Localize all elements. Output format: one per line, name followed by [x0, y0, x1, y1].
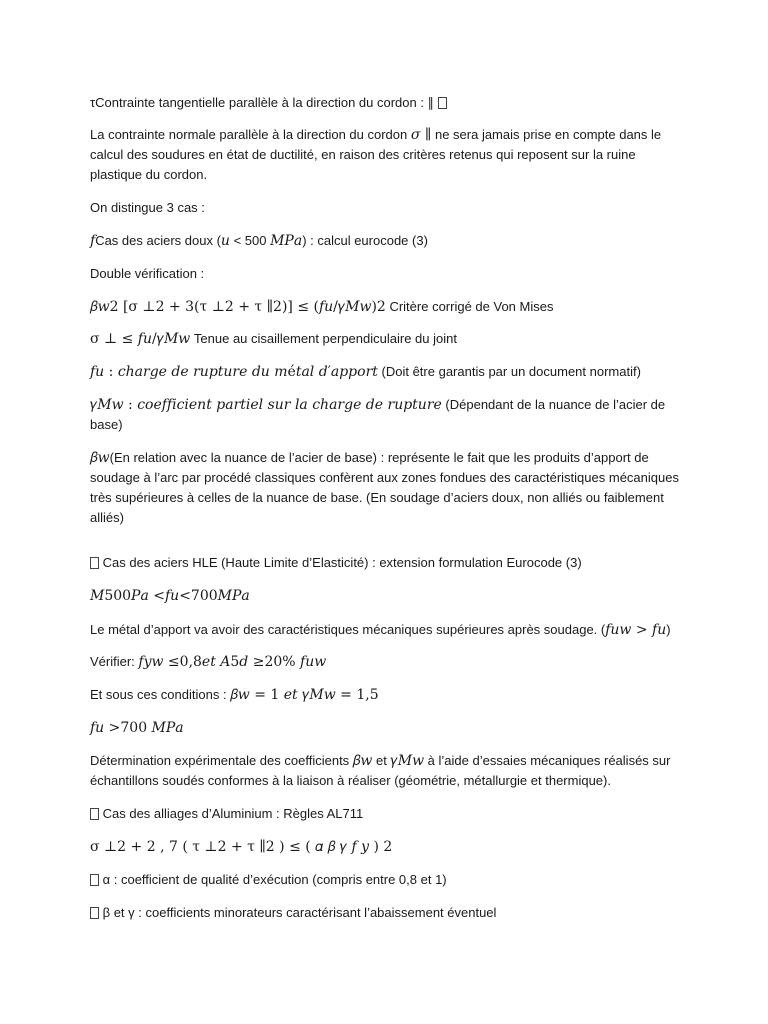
text: ne sera jamais prise en compte dans le calcul des soudures en état de ductilité, en raison des critères retenus qui reposent sur la ruine plastique du cordon. [90, 127, 662, 182]
missing-glyph-icon [90, 907, 99, 919]
text: Cas des alliages d’Aluminium : Règles AL711 [99, 806, 364, 821]
text: Cas des aciers HLE (Haute Limite d’Elasticité) : extension formulation Eurocode (3) [99, 555, 582, 570]
text: Contrainte tangentielle parallèle à la direction du cordon : ∥ [95, 95, 435, 110]
math-sigma-parallel: σ ∥ [410, 127, 432, 143]
missing-glyph-icon [90, 557, 99, 569]
definition-fu [90, 362, 690, 382]
formula-hle-range [90, 586, 690, 606]
text: (Doit être garantis par un document normatif) [377, 364, 641, 379]
math-shear: σ ⊥ ≤ 𝑓𝑢/𝛾𝑀𝑤 [90, 331, 191, 347]
text: On distingue 3 cas : [90, 200, 205, 215]
text: β et γ : coefficients minorateurs caractérisant l’abaissement éventuel [99, 905, 497, 920]
text: ) [666, 622, 671, 637]
paragraph-three-cases [90, 198, 690, 218]
tau-symbol: τ [90, 95, 96, 110]
bullet-alpha [90, 870, 690, 890]
bullet-beta-gamma [90, 903, 690, 923]
paragraph-filler-metal [90, 620, 690, 640]
case-mild-steel [90, 231, 690, 251]
text: à l’aide d’essaies mécaniques réalisés sur échantillons soudés conformes à la liaison à réaliser (géométrie, métallurgie et thermique). [90, 753, 671, 788]
math-fuw-gt-fu: 𝑓𝑢𝑤 > 𝑓𝑢 [605, 622, 667, 638]
text: et [372, 753, 391, 768]
paragraph-conditions [90, 685, 690, 705]
definition-gamma-mw [90, 395, 690, 435]
math-fu-definition: 𝑓𝑢 : 𝑐ℎ𝑎𝑟𝑔𝑒 𝑑𝑒 𝑟𝑢𝑝𝑡𝑢𝑟𝑒 𝑑𝑢 𝑚é𝑡𝑎𝑙 𝑑′𝑎𝑝𝑝𝑜𝑟𝑡 [90, 364, 378, 380]
text: α : coefficient de qualité d’exécution (compris entre 0,8 et 1) [99, 872, 447, 887]
definition-beta-w [90, 448, 690, 528]
math-von-mises: 𝛽𝑤2 [σ ⊥2 + 3(τ ⊥2 + τ ∥2)] ≤ (𝑓𝑢/𝛾𝑀𝑤)2 [90, 299, 386, 315]
text: Cas des aciers doux ( [95, 233, 221, 248]
formula-von-mises [90, 297, 690, 317]
math-fu-700: 𝑓𝑢 >700 𝑀𝑃𝑎 [90, 720, 184, 736]
text: La contrainte normale parallèle à la direction du cordon [90, 127, 411, 142]
missing-glyph-icon [90, 808, 99, 820]
text: Vérifier: [90, 654, 139, 669]
math-aluminium: σ ⊥2 + 2 , 7 ( τ ⊥2 + τ ∥2 ) ≤ ( 𝛼 𝛽 𝛾 𝑓 𝑦 ) 2 [90, 839, 393, 855]
text: ) : calcul eurocode (3) [302, 233, 428, 248]
math-f: f [90, 233, 96, 249]
missing-glyph-icon [90, 874, 99, 886]
paragraph-experimental [90, 751, 690, 791]
paragraph-double-check [90, 264, 690, 284]
math-verify: 𝑓𝑦𝑤 ≤0,8𝑒𝑡 𝐴5𝑑 ≥20% 𝑓𝑢𝑤 [138, 654, 327, 670]
text: Le métal d’apport va avoir des caractéristiques mécaniques supérieures après soudage. ( [90, 622, 606, 637]
missing-glyph-icon [438, 97, 447, 109]
text: Et sous ces conditions : [90, 687, 231, 702]
paragraph-normal-stress [90, 125, 690, 185]
text: Double vérification : [90, 266, 205, 281]
math-conditions: 𝛽𝑤 = 1 𝑒𝑡 𝛾𝑀𝑤 = 1,5 [230, 687, 379, 703]
text: Tenue au cisaillement perpendiculaire du joint [190, 331, 457, 346]
text: < 500 [229, 233, 271, 248]
math-beta-w: 𝛽𝑤 [352, 753, 373, 769]
math-fu-range: 𝑀500𝑃𝑎 <𝑓𝑢<700𝑀𝑃𝑎 [90, 588, 250, 604]
math-gamma-mw: 𝛾𝑀𝑤 [390, 753, 425, 769]
case-aluminium [90, 804, 690, 824]
formula-shear [90, 329, 690, 349]
math-beta-w: 𝛽𝑤 [90, 450, 110, 466]
paragraph-tangential-stress [90, 93, 690, 113]
math-gamma-definition: 𝛾𝑀𝑤 : 𝑐𝑜𝑒𝑓𝑓𝑖𝑐𝑖𝑒𝑛𝑡 𝑝𝑎𝑟𝑡𝑖𝑒𝑙 𝑠𝑢𝑟 𝑙𝑎 𝑐ℎ𝑎𝑟𝑔𝑒 𝑑𝑒 𝑟𝑢𝑝𝑡𝑢𝑟𝑒 [90, 397, 442, 413]
paragraph-verify [90, 652, 690, 672]
case-hle-steel [90, 553, 690, 573]
text: (En relation avec la nuance de l’acier de base) : représente le fait que les produits d’apport de soudage à l’arc par procédé classiques confèrent aux zones fondues des caractéristiques mécaniques très supérieures à celles de la nuance de base. (En soudage d’aciers doux, non alliés ou faiblement alliés) [90, 450, 679, 525]
formula-aluminium [90, 837, 690, 857]
text: Détermination expérimentale des coefficients [90, 753, 353, 768]
text: Critère corrigé de Von Mises [385, 299, 554, 314]
formula-fu-above-700 [90, 718, 690, 738]
text: (Dépendant de la nuance de l’acier de base) [90, 397, 666, 432]
math-u: u [220, 233, 230, 249]
math-mpa: 𝑀𝑃𝑎 [270, 233, 303, 249]
